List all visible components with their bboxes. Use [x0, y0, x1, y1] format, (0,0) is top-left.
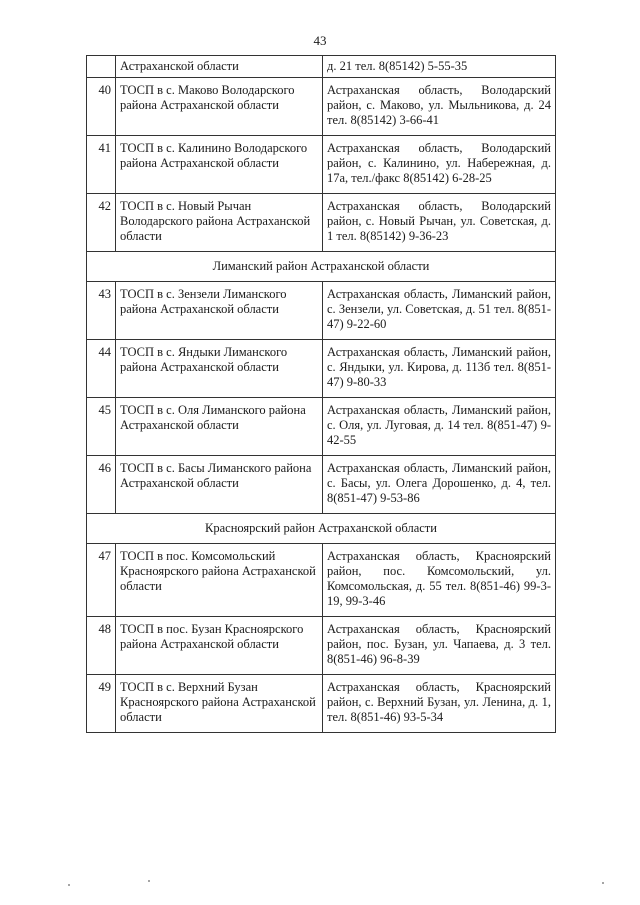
office-name: ТОСП в пос. Комсомольский Красноярского района Астраханской области: [116, 544, 323, 617]
table-row: [87, 544, 556, 617]
row-number: 46: [87, 456, 116, 514]
table-row: [87, 56, 556, 78]
row-number: 43: [87, 282, 116, 340]
office-address: Астраханская область, Лиманский район, с. Басы, ул. Олега Дорошенко, д. 4, тел. 8(851-47) 9-53-86: [323, 456, 556, 514]
office-name: ТОСП в с. Верхний Бузан Красноярского района Астраханской области: [116, 675, 323, 733]
table-row: [87, 282, 556, 340]
row-number: 41: [87, 136, 116, 194]
office-name: ТОСП в с. Калинино Володарского района Астраханской области: [116, 136, 323, 194]
scan-speck: [148, 880, 150, 882]
row-number: [87, 56, 116, 78]
offices-table: [86, 55, 556, 733]
offices-table-body: [87, 56, 556, 733]
office-name: Астраханской области: [116, 56, 323, 78]
office-name: ТОСП в пос. Бузан Красноярского района Астраханской области: [116, 617, 323, 675]
district-section-row: [87, 514, 556, 544]
office-address: Астраханская область, Красноярский район, с. Верхний Бузан, ул. Ленина, д. 1, тел. 8(851-46) 93-5-34: [323, 675, 556, 733]
table-row: [87, 136, 556, 194]
table-row: [87, 340, 556, 398]
office-name: ТОСП в с. Новый Рычан Володарского района Астраханской области: [116, 194, 323, 252]
district-section-title: Красноярский район Астраханской области: [87, 514, 556, 544]
table-row: [87, 194, 556, 252]
office-name: ТОСП в с. Яндыки Лиманского района Астраханской области: [116, 340, 323, 398]
row-number: 44: [87, 340, 116, 398]
office-address: Астраханская область, Лиманский район, с. Яндыки, ул. Кирова, д. 113б тел. 8(851-47) 9-80-33: [323, 340, 556, 398]
row-number: 49: [87, 675, 116, 733]
table-row: [87, 617, 556, 675]
office-address: д. 21 тел. 8(85142) 5-55-35: [323, 56, 556, 78]
row-number: 42: [87, 194, 116, 252]
office-address: Астраханская область, Володарский район, с. Новый Рычан, ул. Советская, д. 1 тел. 8(85142) 9-36-23: [323, 194, 556, 252]
row-number: 48: [87, 617, 116, 675]
table-row: [87, 675, 556, 733]
table-row: [87, 78, 556, 136]
page-number: 43: [313, 33, 327, 48]
office-name: ТОСП в с. Басы Лиманского района Астраханской области: [116, 456, 323, 514]
row-number: 40: [87, 78, 116, 136]
row-number: 47: [87, 544, 116, 617]
scan-speck: [602, 882, 604, 884]
scan-speck: [68, 884, 70, 886]
office-address: Астраханская область, Красноярский район, пос. Комсомольский, ул. Комсомольская, д. 55 тел. 8(851-46) 99-3-19, 99-3-46: [323, 544, 556, 617]
office-address: Астраханская область, Володарский район, с. Калинино, ул. Набережная, д. 17а, тел./факс 8(85142) 6-28-25: [323, 136, 556, 194]
district-section-title: Лиманский район Астраханской области: [87, 252, 556, 282]
table-row: [87, 456, 556, 514]
row-number: 45: [87, 398, 116, 456]
office-name: ТОСП в с. Зензели Лиманского района Астраханской области: [116, 282, 323, 340]
office-name: ТОСП в с. Оля Лиманского района Астраханской области: [116, 398, 323, 456]
office-address: Астраханская область, Володарский район, с. Маково, ул. Мыльникова, д. 24 тел. 8(85142) 3-66-41: [323, 78, 556, 136]
table-row: [87, 398, 556, 456]
office-name: ТОСП в с. Маково Володарского района Астраханской области: [116, 78, 323, 136]
office-address: Астраханская область, Лиманский район, с. Зензели, ул. Советская, д. 51 тел. 8(851-47) 9-22-60: [323, 282, 556, 340]
office-address: Астраханская область, Красноярский район, пос. Бузан, ул. Чапаева, д. 3 тел. 8(851-46) 96-8-39: [323, 617, 556, 675]
district-section-row: [87, 252, 556, 282]
office-address: Астраханская область, Лиманский район, с. Оля, ул. Луговая, д. 14 тел. 8(851-47) 9-42-55: [323, 398, 556, 456]
